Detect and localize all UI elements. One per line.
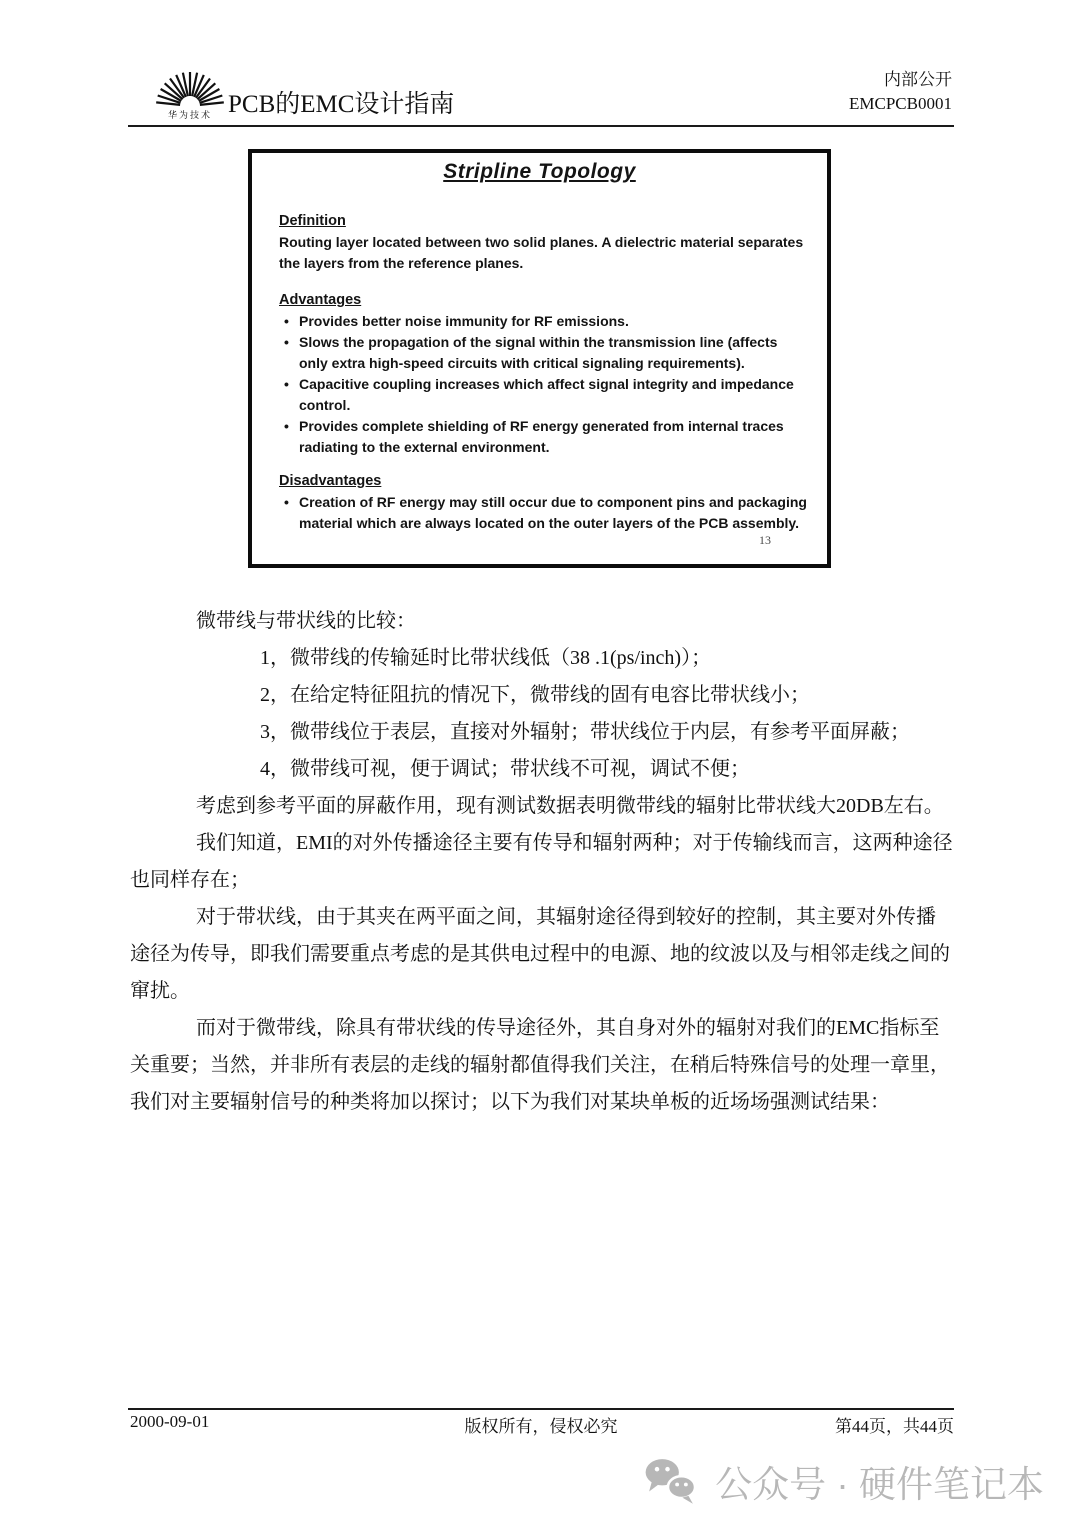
body-text: [130, 603, 954, 1121]
comparison-item: 4，微带线可视，便于调试；带状线不可视，调试不便；: [260, 758, 750, 780]
advantage-item: • Slows the propagation of the signal within the transmission line (affects only extra high-speed circuits with critical signaling requirements).: [279, 332, 809, 374]
comparison-item: 3，微带线位于表层，直接对外辐射；带状线位于内层，有参考平面屏蔽；: [260, 721, 910, 743]
slide-page-number: 13: [759, 533, 771, 547]
disadvantages-list: [279, 492, 809, 534]
comparison-item: 2，在给定特征阻抗的情况下，微带线的固有电容比带状线小；: [260, 684, 810, 706]
definition-section: [279, 211, 809, 274]
comparison-item: 1，微带线的传输延时比带状线低（38 .1(ps/inch)）；: [260, 647, 712, 669]
advantage-item: • Provides complete shielding of RF energy generated from internal traces radiating to the external environment.: [279, 416, 809, 458]
header-divider: [128, 125, 954, 127]
logo-caption: 华为技术: [167, 110, 212, 120]
footer-date: 2000-09-01: [130, 1412, 210, 1431]
advantage-item: • Capacitive coupling increases which affect signal integrity and impedance control.: [279, 374, 809, 416]
doc-number: EMCPCB0001: [849, 94, 952, 113]
classification-label: 内部公开: [884, 70, 952, 89]
huawei-logo: [148, 54, 232, 121]
definition-heading: Definition: [279, 213, 346, 229]
footer: [128, 1412, 954, 1440]
definition-text: Routing layer located between two solid planes. A dielectric material separates the layers from the reference planes.: [279, 234, 804, 271]
body-paragraph: 考虑到参考平面的屏蔽作用，现有测试数据表明微带线的辐射比带状线大20DB左右。: [196, 795, 944, 817]
body-paragraph: 对于带状线，由于其夹在两平面之间，其辐射途径得到较好的控制，其主要对外传播途径为传导，即我们需要重点考虑的是其供电过程中的电源、地的纹波以及与相邻走线之间的窜扰。: [130, 906, 950, 1002]
header-right-block: [849, 68, 952, 116]
disadvantages-heading: Disadvantages: [279, 473, 382, 489]
body-paragraph: 而对于微带线，除具有带状线的传导途径外，其自身对外的辐射对我们的EMC指标至关重要；当然，并非所有表层的走线的辐射都值得我们关注，在稍后特殊信号的处理一章里，我们对主要辐射信号的种类将加以探讨；以下为我们对某块单板的近场场强测试结果：: [130, 1017, 950, 1113]
body-paragraph: 我们知道，EMI的对外传播途径主要有传导和辐射两种；对于传输线而言，这两种途径也同样存在；: [130, 832, 953, 891]
watermark-text: 公众号 · 硬件笔记本: [715, 1464, 1044, 1505]
disadvantages-section: [279, 471, 809, 534]
footer-copyright: 版权所有，侵权必究: [464, 1417, 618, 1436]
advantages-heading: Advantages: [279, 292, 362, 308]
disadvantage-item: • Creation of RF energy may still occur due to component pins and packaging material which are always located on the outer layers of the PCB assembly.: [279, 492, 809, 534]
slide-title: Stripline Topology: [443, 160, 636, 183]
footer-divider: [128, 1408, 954, 1410]
stripline-slide-figure: [248, 149, 831, 568]
advantages-section: [279, 290, 809, 458]
document-title: PCB的EMC设计指南: [228, 91, 455, 118]
footer-page-info: 第44页，共44页: [835, 1417, 954, 1436]
advantages-list: [279, 311, 809, 458]
huawei-fan-icon: [148, 54, 232, 110]
wechat-icon: [643, 1457, 699, 1505]
watermark: [643, 1454, 1044, 1508]
advantage-item: • Provides better noise immunity for RF emissions.: [279, 311, 809, 332]
comparison-intro: 微带线与带状线的比较：: [196, 610, 416, 632]
